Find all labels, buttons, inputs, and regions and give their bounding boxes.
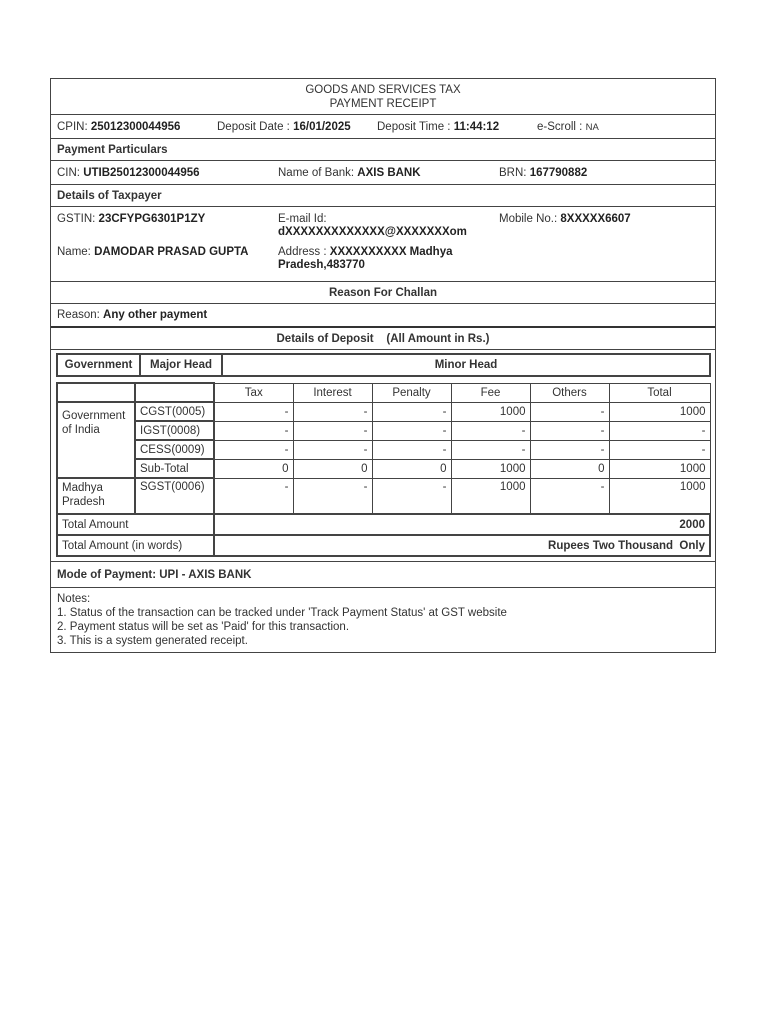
- address-label: Address :: [278, 246, 327, 258]
- table-cell: -: [214, 402, 293, 421]
- subtotal-row: [57, 459, 710, 478]
- col-total: Total: [609, 383, 710, 402]
- table-cell: -: [214, 421, 293, 440]
- payment-receipt: [50, 78, 716, 653]
- table-cell: -: [214, 478, 293, 514]
- cpin-row: [51, 115, 715, 139]
- table-cell: -: [372, 421, 451, 440]
- address-line-1: XXXXXXXXXX Madhya: [329, 246, 453, 258]
- col-tax: Tax: [214, 383, 293, 402]
- mobile-value: 8XXXXX6607: [560, 213, 631, 225]
- table-cell: -: [530, 402, 609, 421]
- title-line-2: PAYMENT RECEIPT: [329, 98, 437, 110]
- deposit-time-value: 11:44:12: [453, 120, 500, 133]
- reason-value: Any other payment: [103, 309, 208, 321]
- table-cell: 1000: [609, 478, 710, 514]
- name-value: DAMODAR PRASAD GUPTA: [94, 246, 249, 258]
- table-cell: -: [609, 440, 710, 459]
- table-cell: -: [293, 440, 372, 459]
- total-words-label: Total Amount (in words): [57, 535, 214, 556]
- table-cell: -: [530, 421, 609, 440]
- deposit-details-header: Details of Deposit (All Amount in Rs.): [51, 328, 715, 350]
- table-row: [57, 402, 710, 421]
- deposit-section: [51, 350, 715, 562]
- total-amount-row: [57, 514, 710, 535]
- col-fee: Fee: [451, 383, 530, 402]
- bank-value: AXIS BANK: [357, 166, 421, 179]
- mode-value: UPI - AXIS BANK: [159, 568, 252, 581]
- brn-value: 167790882: [529, 166, 588, 179]
- deposit-table: [56, 382, 711, 557]
- row-head: CESS(0009): [135, 440, 214, 459]
- gov-india-cell: Government of India: [57, 402, 135, 478]
- gstin-value: 23CFYPG6301P1ZY: [98, 213, 206, 225]
- head-minor: Minor Head: [222, 354, 710, 376]
- notes-title: Notes:: [57, 593, 91, 605]
- table-cell: -: [214, 440, 293, 459]
- total-amount-value: 2000: [214, 514, 710, 535]
- total-amount-label: Total Amount: [57, 514, 214, 535]
- note-item: 3. This is a system generated receipt.: [57, 635, 248, 647]
- table-cell: -: [451, 421, 530, 440]
- table-cell: 0: [372, 459, 451, 478]
- col-penalty: Penalty: [372, 383, 451, 402]
- table-cell: 1000: [451, 459, 530, 478]
- total-words-value: Rupees Two Thousand Only: [214, 535, 710, 556]
- gov-state-cell: Madhya Pradesh: [57, 478, 135, 514]
- brn-label: BRN:: [499, 166, 527, 179]
- table-cell: -: [372, 478, 451, 514]
- taxpayer-details: [51, 207, 715, 282]
- email-value: dXXXXXXXXXXXXX@XXXXXXXom: [278, 226, 467, 238]
- row-head: SGST(0006): [135, 478, 214, 514]
- table-cell: 1000: [609, 402, 710, 421]
- bank-row: [51, 161, 715, 185]
- table-cell: -: [372, 402, 451, 421]
- table-cell: 0: [530, 459, 609, 478]
- table-row: [57, 421, 710, 440]
- table-cell: -: [293, 478, 372, 514]
- cpin-label: CPIN:: [57, 120, 88, 133]
- table-cell: 1000: [451, 402, 530, 421]
- row-head: IGST(0008): [135, 421, 214, 440]
- table-cell: 1000: [451, 478, 530, 514]
- head-table: [56, 353, 711, 377]
- table-cell: -: [530, 440, 609, 459]
- cpin-value: 25012300044956: [90, 120, 181, 133]
- table-cell: -: [293, 402, 372, 421]
- cin-label: CIN:: [57, 166, 80, 179]
- email-label: E-mail Id:: [278, 213, 327, 225]
- gstin-label: GSTIN:: [57, 213, 96, 225]
- table-cell: -: [372, 440, 451, 459]
- title-line-1: GOODS AND SERVICES TAX: [305, 84, 461, 96]
- reason-row: [51, 304, 715, 328]
- reason-label: Reason:: [57, 309, 100, 321]
- col-interest: Interest: [293, 383, 372, 402]
- row-head: CGST(0005): [135, 402, 214, 421]
- escroll-value: NA: [585, 121, 599, 133]
- table-row: [57, 478, 710, 514]
- table-row: [57, 440, 710, 459]
- note-item: 2. Payment status will be set as 'Paid' for this transaction.: [57, 621, 350, 633]
- total-words-row: [57, 535, 710, 556]
- mobile-label: Mobile No.:: [499, 213, 558, 225]
- row-head: Sub-Total: [135, 459, 214, 478]
- bank-label: Name of Bank:: [278, 166, 355, 179]
- cin-value: UTIB25012300044956: [83, 166, 200, 179]
- column-header-row: [57, 383, 710, 402]
- deposit-time-label: Deposit Time :: [377, 120, 451, 133]
- escroll-label: e-Scroll :: [537, 120, 583, 133]
- table-cell: 1000: [609, 459, 710, 478]
- deposit-date-value: 16/01/2025: [293, 120, 351, 133]
- name-label: Name:: [57, 246, 91, 258]
- reason-header: Reason For Challan: [51, 282, 715, 304]
- table-cell: -: [451, 440, 530, 459]
- receipt-title: [51, 79, 715, 115]
- table-cell: 0: [214, 459, 293, 478]
- note-item: 1. Status of the transaction can be tracked under 'Track Payment Status' at GST website: [57, 607, 507, 619]
- table-cell: -: [293, 421, 372, 440]
- payment-mode-row: [51, 562, 715, 588]
- mode-label: Mode of Payment:: [57, 568, 157, 581]
- address-line-2: Pradesh,483770: [278, 259, 365, 271]
- table-cell: -: [609, 421, 710, 440]
- notes: [51, 588, 715, 652]
- deposit-date-label: Deposit Date :: [217, 120, 290, 133]
- col-others: Others: [530, 383, 609, 402]
- head-government: Government: [57, 354, 140, 376]
- table-cell: 0: [293, 459, 372, 478]
- payment-particulars-header: Payment Particulars: [51, 139, 715, 161]
- head-major: Major Head: [140, 354, 222, 376]
- taxpayer-details-header: Details of Taxpayer: [51, 185, 715, 207]
- table-cell: -: [530, 478, 609, 514]
